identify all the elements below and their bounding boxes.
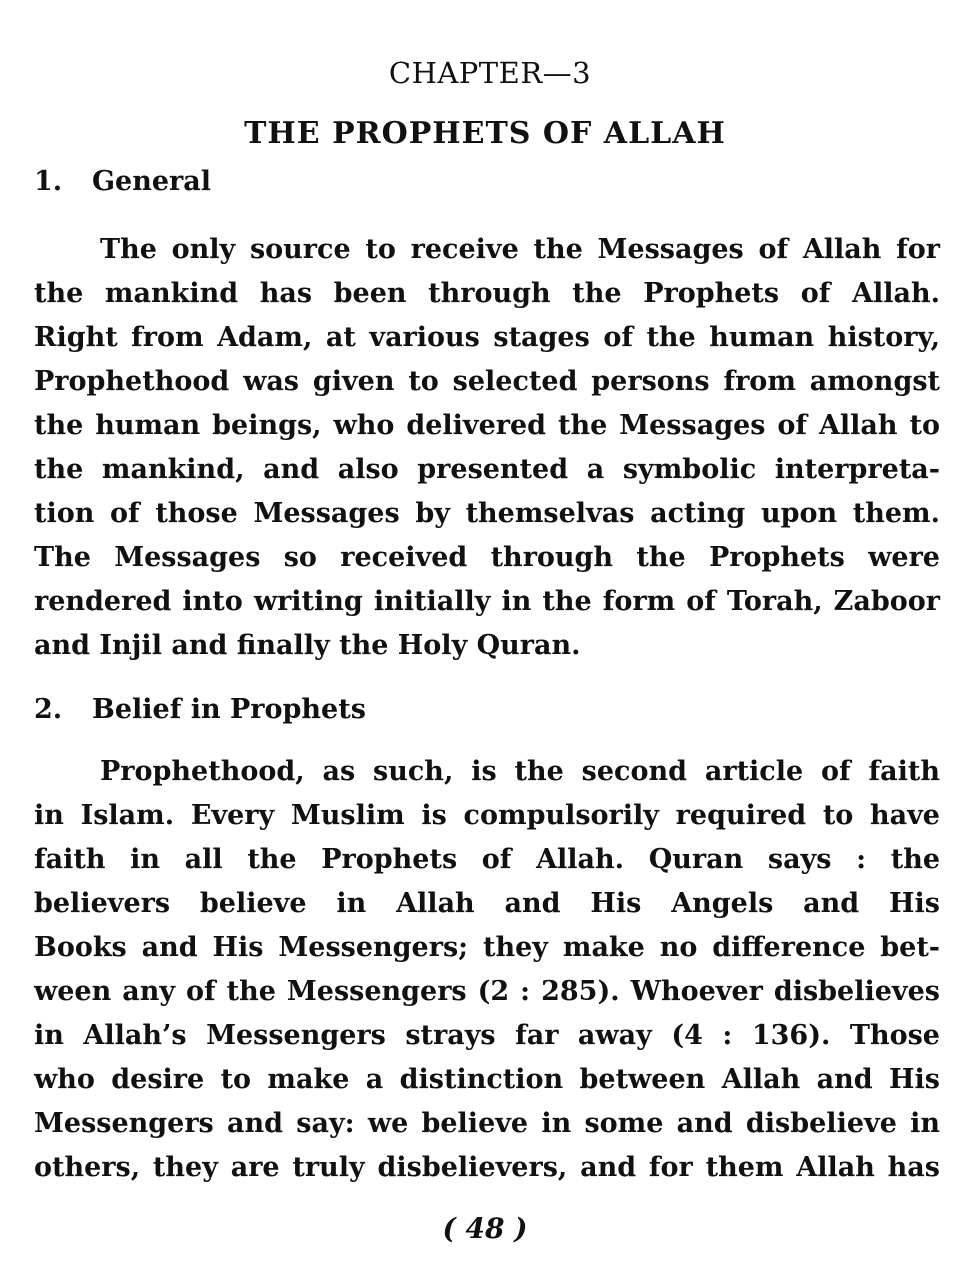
paragraph-general bbox=[34, 228, 940, 668]
text-line: The Messages so received through the Prophets were bbox=[34, 542, 940, 573]
text-line: believers believe in Allah and His Angels and His bbox=[34, 888, 940, 919]
section-heading-belief-in-prophets bbox=[34, 694, 366, 725]
text-line: Right from Adam, at various stages of the human history, bbox=[34, 322, 940, 353]
text-line: rendered into writing initially in the form of Torah, Zaboor bbox=[34, 586, 940, 617]
section-title: General bbox=[92, 166, 212, 197]
section-heading-general bbox=[34, 166, 211, 197]
section-title: Belief in Prophets bbox=[92, 694, 366, 725]
page-number: ( 48 ) bbox=[442, 1212, 528, 1245]
section-number: 2. bbox=[34, 694, 63, 725]
text-line: others, they are truly disbelievers, and for them Allah has bbox=[34, 1152, 940, 1183]
paragraph-belief-in-prophets bbox=[34, 750, 940, 1190]
section-number: 1. bbox=[34, 166, 63, 197]
text-line: the mankind, and also presented a symbolic interpreta- bbox=[34, 454, 940, 485]
text-line: Books and His Messengers; they make no difference bet- bbox=[34, 932, 940, 963]
text-line: ween any of the Messengers (2 : 285). Whoever disbelieves bbox=[34, 976, 940, 1007]
text-line: faith in all the Prophets of Allah. Quran says : the bbox=[34, 844, 940, 875]
chapter-label: CHAPTER—3 bbox=[388, 56, 592, 90]
text-line: The only source to receive the Messages of Allah for bbox=[100, 234, 940, 265]
text-line: Prophethood, as such, is the second article of faith bbox=[100, 756, 940, 787]
text-line: who desire to make a distinction between Allah and His bbox=[34, 1064, 940, 1095]
chapter-title: THE PROPHETS OF ALLAH bbox=[244, 116, 726, 151]
text-line: tion of those Messages by themselvas acting upon them. bbox=[34, 498, 940, 529]
text-line: Messengers and say: we believe in some and disbelieve in bbox=[34, 1108, 940, 1139]
text-line: in Allah’s Messengers strays far away (4 : 136). Those bbox=[34, 1020, 940, 1051]
text-line: Prophethood was given to selected persons from amongst bbox=[34, 366, 940, 397]
text-line: the mankind has been through the Prophets of Allah. bbox=[34, 278, 940, 309]
text-line: in Islam. Every Muslim is compulsorily required to have bbox=[34, 800, 940, 831]
text-line: and Injil and finally the Holy Quran. bbox=[34, 630, 581, 661]
text-line: the human beings, who delivered the Messages of Allah to bbox=[34, 410, 940, 441]
